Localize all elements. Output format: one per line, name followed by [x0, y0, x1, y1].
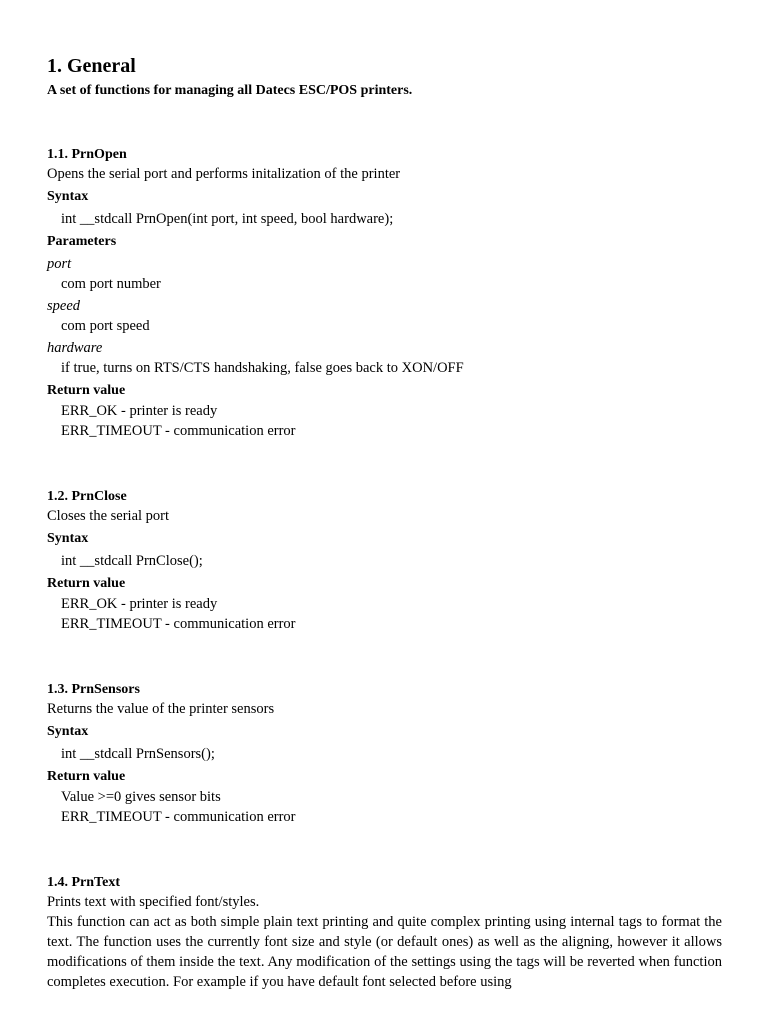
param-name: speed — [47, 298, 81, 314]
section-description: Opens the serial port and performs initalization of the printer — [47, 166, 401, 182]
return-value-item: Value >=0 gives sensor bits — [61, 789, 221, 805]
section-body-paragraph: This function can act as both simple plain text printing and quite complex printing using internal tags to format the text. The function uses the currently font size and style (or default ones) as well as the aligning, however it allows modifications of them inside the text. Any modification of the settings using the tags will be reverted when function completes execution. For example if you have default font selected before using — [47, 914, 722, 990]
return-value-item: ERR_TIMEOUT - communication error — [61, 423, 296, 439]
document-page — [47, 54, 722, 992]
page-subtitle: A set of functions for managing all Datecs ESC/POS printers. — [47, 83, 413, 98]
section-description: Closes the serial port — [47, 508, 170, 524]
syntax-label: Syntax — [47, 531, 89, 546]
syntax-label: Syntax — [47, 189, 89, 204]
param-description: if true, turns on RTS/CTS handshaking, false goes back to XON/OFF — [61, 360, 464, 376]
section-title: 1.1. PrnOpen — [47, 147, 127, 162]
syntax-code: int __stdcall PrnClose(); — [61, 553, 203, 569]
section-prnopen — [47, 145, 722, 441]
return-value-item: ERR_OK - printer is ready — [61, 596, 218, 612]
section-prnclose — [47, 487, 722, 634]
section-title: 1.3. PrnSensors — [47, 682, 140, 697]
return-value-item: ERR_TIMEOUT - communication error — [61, 809, 296, 825]
return-value-label: Return value — [47, 769, 126, 784]
return-value-item: ERR_TIMEOUT - communication error — [61, 616, 296, 632]
parameters-label: Parameters — [47, 234, 117, 249]
page-title: 1. General — [47, 55, 136, 77]
param-name: port — [47, 256, 72, 272]
syntax-label: Syntax — [47, 724, 89, 739]
return-value-label: Return value — [47, 576, 126, 591]
return-value-label: Return value — [47, 383, 126, 398]
syntax-code: int __stdcall PrnSensors(); — [61, 746, 215, 762]
param-name: hardware — [47, 340, 103, 356]
section-description: Prints text with specified font/styles. — [47, 894, 260, 910]
param-description: com port number — [61, 276, 161, 292]
section-prnsensors — [47, 680, 722, 827]
section-description: Returns the value of the printer sensors — [47, 701, 275, 717]
section-title: 1.4. PrnText — [47, 875, 120, 890]
param-description: com port speed — [61, 318, 150, 334]
syntax-code: int __stdcall PrnOpen(int port, int speed, bool hardware); — [61, 211, 394, 227]
return-value-item: ERR_OK - printer is ready — [61, 403, 218, 419]
section-prntext — [47, 873, 722, 992]
section-title: 1.2. PrnClose — [47, 489, 127, 504]
